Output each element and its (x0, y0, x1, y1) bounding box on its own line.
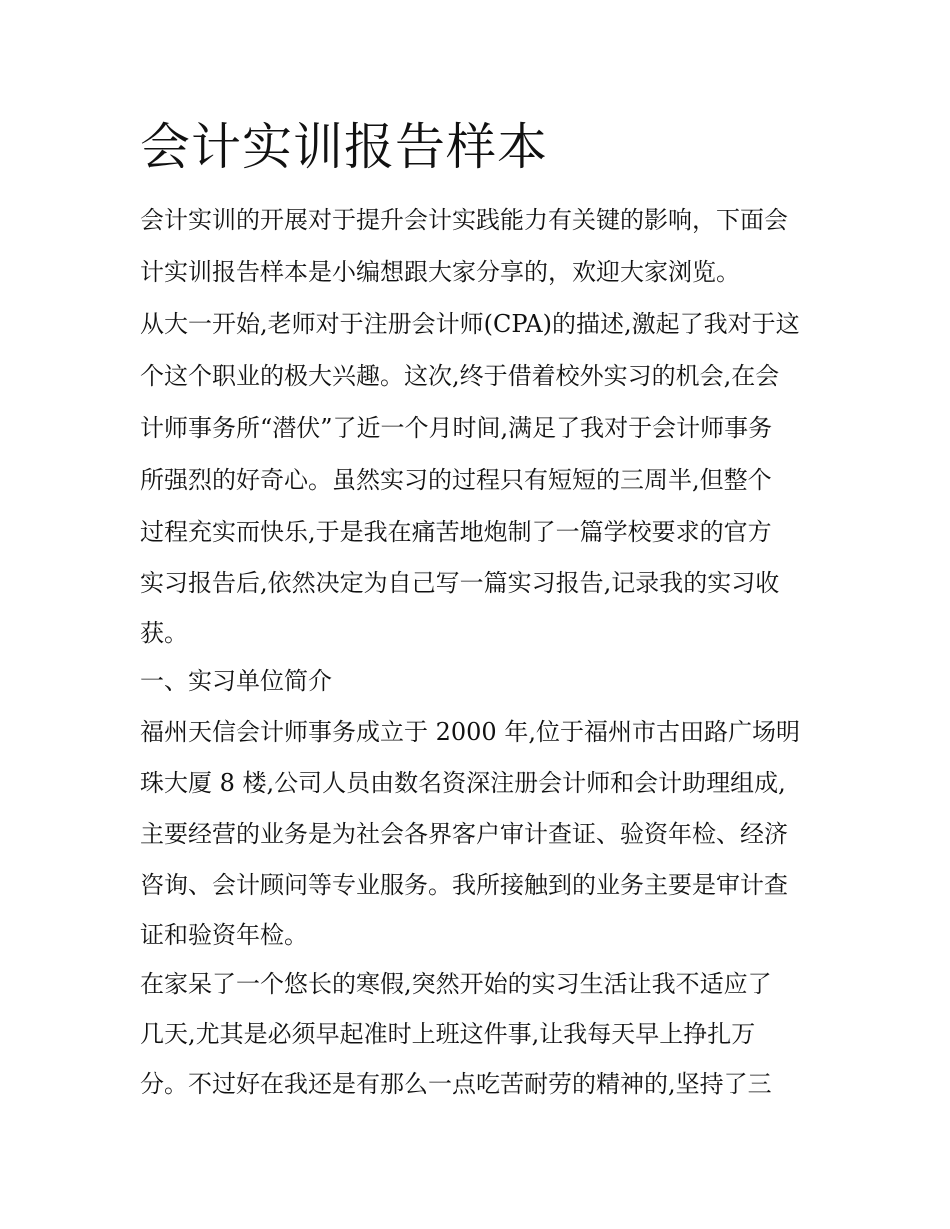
paragraph-line: 实习报告后,依然决定为自己写一篇实习报告,记录我的实习收 (140, 569, 780, 597)
paragraph-line: 计实训报告样本是小编想跟大家分享的，欢迎大家浏览。 (140, 258, 740, 286)
paragraph-line: 获。 (140, 619, 188, 647)
paragraph-line: 会计实训的开展对于提升会计实践能力有关键的影响，下面会 (140, 206, 788, 234)
paragraph-line: 过程充实而快乐,于是我在痛苦地炮制了一篇学校要求的官方 (140, 518, 772, 546)
paragraph-line: 证和验资年检。 (140, 921, 308, 949)
document-title: 会计实训报告样本 (140, 118, 548, 176)
paragraph-line: 咨询、会计顾问等专业服务。我所接触到的业务主要是审计查 (140, 871, 788, 899)
paragraph-line: 计师事务所“潜伏”了近一个月时间,满足了我对于会计师事务 (140, 414, 773, 442)
paragraph-line: 从大一开始,老师对于注册会计师(CPA)的描述,激起了我对于这 (140, 310, 800, 338)
paragraph-line: 分。不过好在我还是有那么一点吃苦耐劳的精神的,坚持了三 (140, 1070, 772, 1098)
paragraph-line: 主要经营的业务是为社会各界客户审计查证、验资年检、经济 (140, 820, 788, 848)
paragraph-line: 几天,尤其是必须早起准时上班这件事,让我每天早上挣扎万 (140, 1020, 756, 1048)
paragraph-line: 个这个职业的极大兴趣。这次,终于借着校外实习的机会,在会 (140, 362, 780, 390)
paragraph-line: 珠大厦 8 楼,公司人员由数名资深注册会计师和会计助理组成, (140, 769, 786, 797)
paragraph-line: 在家呆了一个悠长的寒假,突然开始的实习生活让我不适应了 (140, 970, 772, 998)
paragraph-line: 福州天信会计师事务成立于 2000 年,位于福州市古田路广场明 (140, 718, 800, 746)
paragraph-line: 所强烈的好奇心。虽然实习的过程只有短短的三周半,但整个 (140, 466, 772, 494)
section-heading: 一、实习单位简介 (140, 667, 332, 695)
